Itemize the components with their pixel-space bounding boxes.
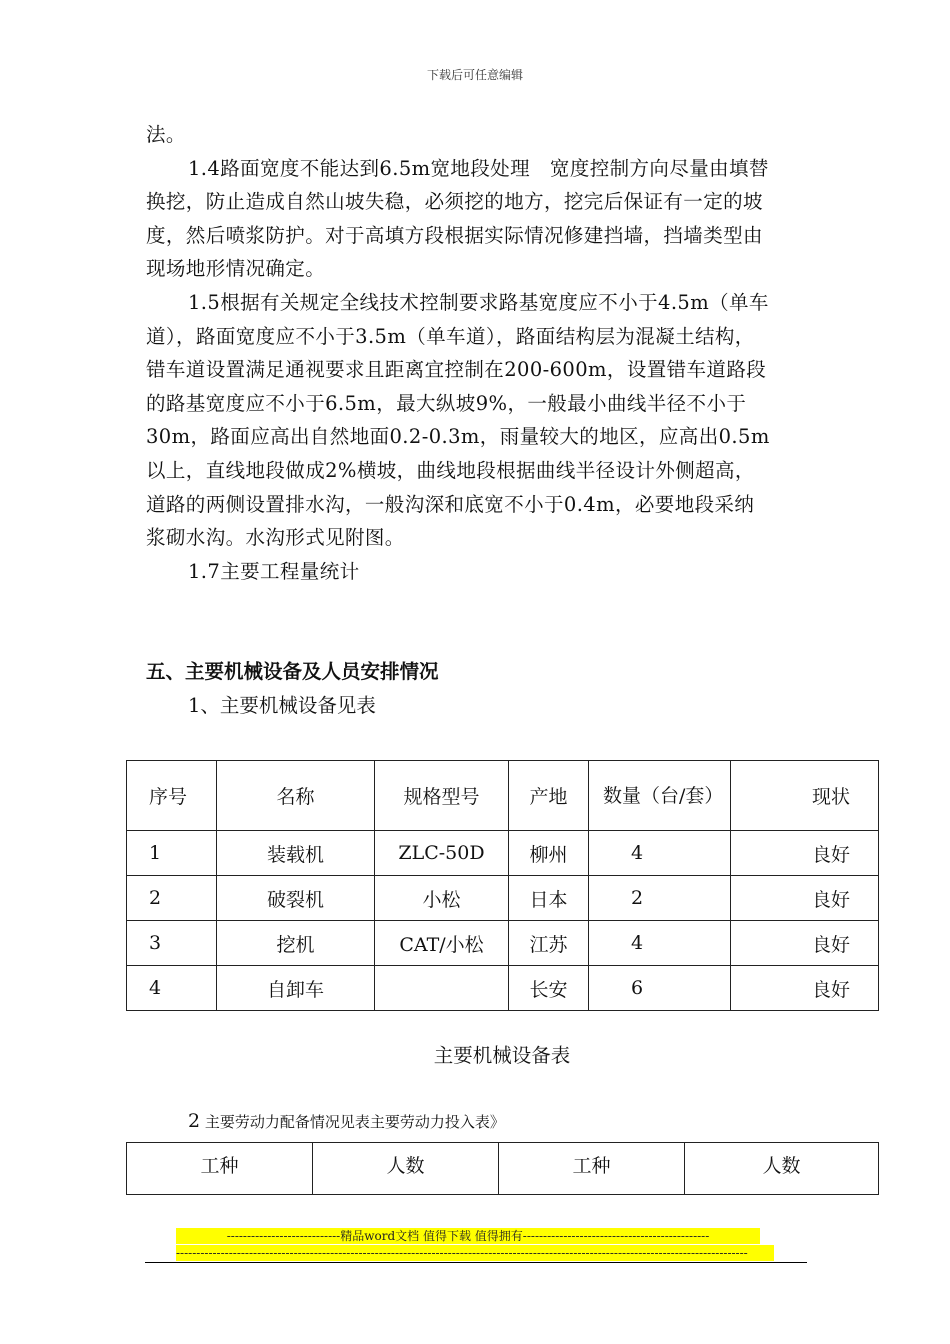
table-cell: 良好 <box>731 876 879 921</box>
table-header-row <box>127 761 879 831</box>
table-cell: 良好 <box>731 921 879 966</box>
header-cell: 现状 <box>731 761 879 831</box>
table-cell <box>375 966 509 1011</box>
table-row <box>127 921 879 966</box>
subsection-number: 2 <box>188 1110 201 1132</box>
header-cell: 名称 <box>217 761 375 831</box>
header-cell: 产地 <box>509 761 589 831</box>
table-cell: 4 <box>589 831 731 876</box>
header-cell: 人数 <box>313 1143 499 1195</box>
header-cell: 规格型号 <box>375 761 509 831</box>
equipment-table <box>126 760 879 1011</box>
table-cell: 破裂机 <box>217 876 375 921</box>
header-cell: 数量（台/套） <box>589 761 731 831</box>
table-cell: 长安 <box>509 966 589 1011</box>
table-cell: 柳州 <box>509 831 589 876</box>
table-cell: 挖机 <box>217 921 375 966</box>
body-text <box>146 118 774 588</box>
footer-rule <box>145 1262 807 1263</box>
table-cell: 4 <box>589 921 731 966</box>
paragraph: 法。 <box>146 123 186 146</box>
table-cell: 装载机 <box>217 831 375 876</box>
table-cell: 2 <box>589 876 731 921</box>
paragraph: 1.7主要工程量统计 <box>188 559 360 583</box>
paragraph: 1.5根据有关规定全线技术控制要求路基宽度应不小于4.5m（单车道），路面宽度应不小于3.5m（单车道），路面结构层为混凝土结构，错车道设置满足通视要求且距离宜控制在200-600m，设置错车道路段的路基宽度应不小于6.5m，最大纵坡9%，一般最小曲线半径不小于30m，路面应高出自然地面0.2-0.3m，雨量较大的地区，应高出0.5m以上，直线地段做成2%横坡，曲线地段根据曲线半径设计外侧超高，道路的两侧设置排水沟，一般沟深和底宽不小于0.4m，必要地段采纳浆砌水沟。水沟形式见附图。 <box>146 290 770 550</box>
labor-table <box>126 1142 879 1195</box>
header-cell: 人数 <box>685 1143 879 1195</box>
paragraph: 1.4路面宽度不能达到6.5m宽地段处理 宽度控制方向尽量由填替换挖，防止造成自然山坡失稳，必须挖的地方，挖完后保证有一定的坡度，然后喷浆防护。对于高填方段根据实际情况修建挡墙，挡墙类型由现场地形情况确定。 <box>146 156 769 281</box>
subsection-heading: 1、主要机械设备见表 <box>188 694 376 717</box>
footer-banner: ----------------------------精品word文档 值得下载 值得拥有---------------------------------------------- <box>176 1228 760 1244</box>
table-cell: 江苏 <box>509 921 589 966</box>
table-cell: ZLC-50D <box>375 831 509 876</box>
subsection-text: 主要劳动力配备情况见表主要劳动力投入表》 <box>204 1113 505 1131</box>
table-cell: 3 <box>127 921 217 966</box>
table-cell: 4 <box>127 966 217 1011</box>
table-header-row <box>127 1143 879 1195</box>
table-cell: 良好 <box>731 966 879 1011</box>
header-cell: 工种 <box>499 1143 685 1195</box>
table-cell: CAT/小松 <box>375 921 509 966</box>
footer-banner: --------------------------------------------------------------------------------------------------------------------------------------------- <box>176 1245 774 1261</box>
table-cell: 2 <box>127 876 217 921</box>
header-cell: 序号 <box>127 761 217 831</box>
table-row <box>127 876 879 921</box>
table-cell: 小松 <box>375 876 509 921</box>
page-header: 下载后可任意编辑 <box>426 68 523 82</box>
table-cell: 日本 <box>509 876 589 921</box>
table-cell: 6 <box>589 966 731 1011</box>
table-row <box>127 831 879 876</box>
table-caption: 主要机械设备表 <box>433 1044 571 1067</box>
section-title: 五、主要机械设备及人员安排情况 <box>146 660 439 683</box>
table-cell: 良好 <box>731 831 879 876</box>
header-cell: 工种 <box>127 1143 313 1195</box>
table-cell: 自卸车 <box>217 966 375 1011</box>
subsection-heading <box>188 1110 505 1132</box>
table-cell: 1 <box>127 831 217 876</box>
table-row <box>127 966 879 1011</box>
